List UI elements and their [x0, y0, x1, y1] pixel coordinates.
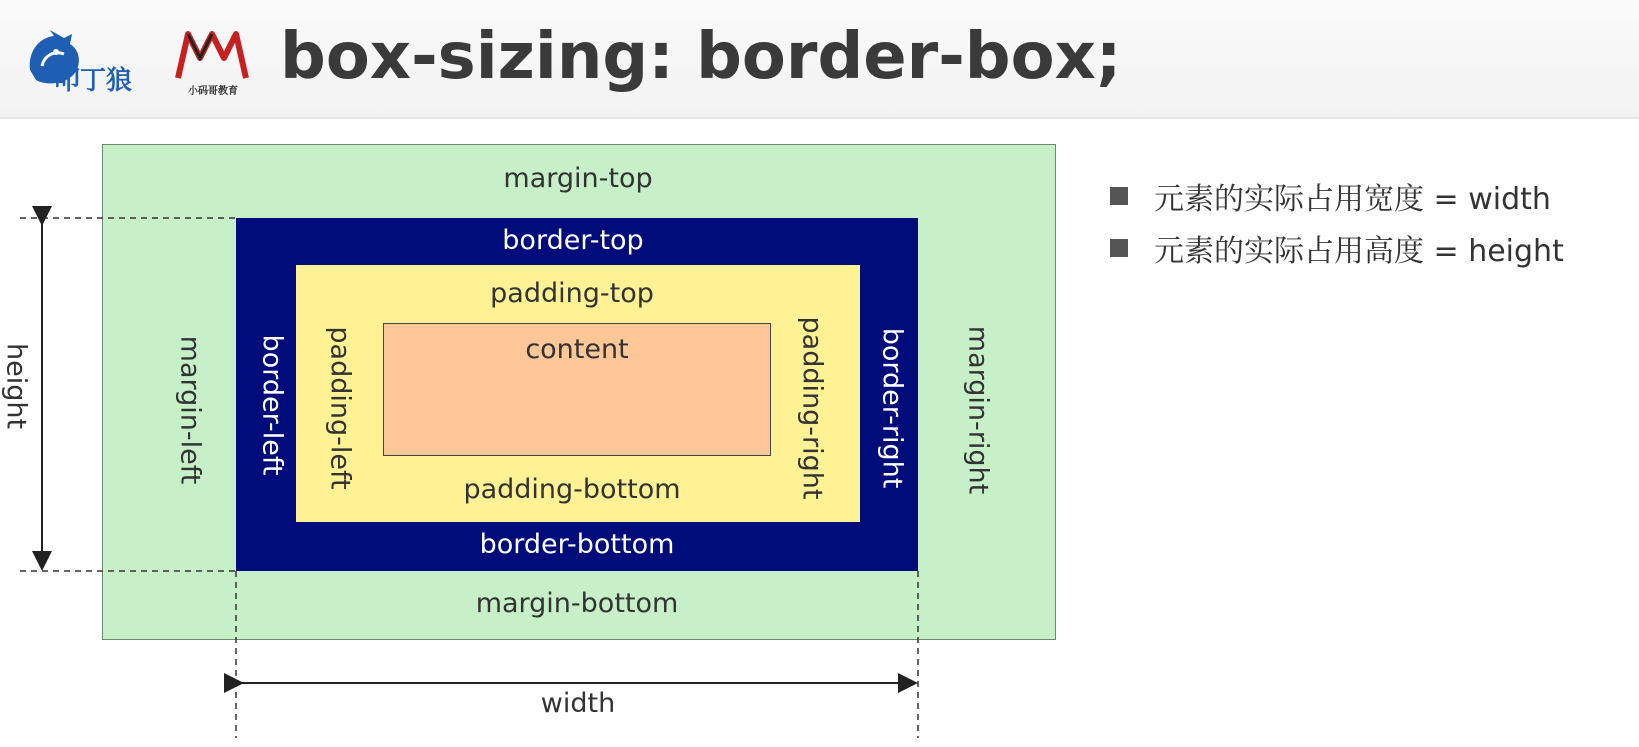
slide-title: box-sizing: border-box;: [280, 20, 1122, 94]
content-label: content: [525, 334, 629, 365]
border-top-label: border-top: [502, 225, 644, 256]
padding-top-label: padding-top: [490, 278, 654, 309]
margin-bottom-label: margin-bottom: [475, 588, 679, 619]
padding-right-label: padding-right: [796, 316, 828, 500]
width-label: width: [540, 688, 616, 719]
bullet-list: [1110, 170, 1564, 274]
padding-left-label: padding-left: [324, 326, 356, 490]
margin-right-label: margin-right: [962, 325, 994, 495]
xmg-logo-caption: 小码哥教育: [188, 86, 238, 97]
padding-bottom-label: padding-bottom: [463, 474, 681, 505]
wolf-logo-text: 叩丁狼: [54, 66, 133, 96]
list-item: [1110, 170, 1564, 222]
bullet-text-height: 元素的实际占用高度 = height: [1154, 234, 1564, 269]
height-label: height: [0, 342, 32, 430]
border-right-label: border-right: [876, 327, 908, 489]
bullet-text-width: 元素的实际占用宽度 = width: [1154, 182, 1551, 217]
margin-left-label: margin-left: [174, 335, 206, 485]
list-item: [1110, 222, 1564, 274]
margin-top-label: margin-top: [503, 163, 653, 194]
square-bullet-icon: [1110, 239, 1128, 257]
border-bottom-label: border-bottom: [479, 529, 675, 560]
border-left-label: border-left: [256, 334, 288, 476]
square-bullet-icon: [1110, 187, 1128, 205]
